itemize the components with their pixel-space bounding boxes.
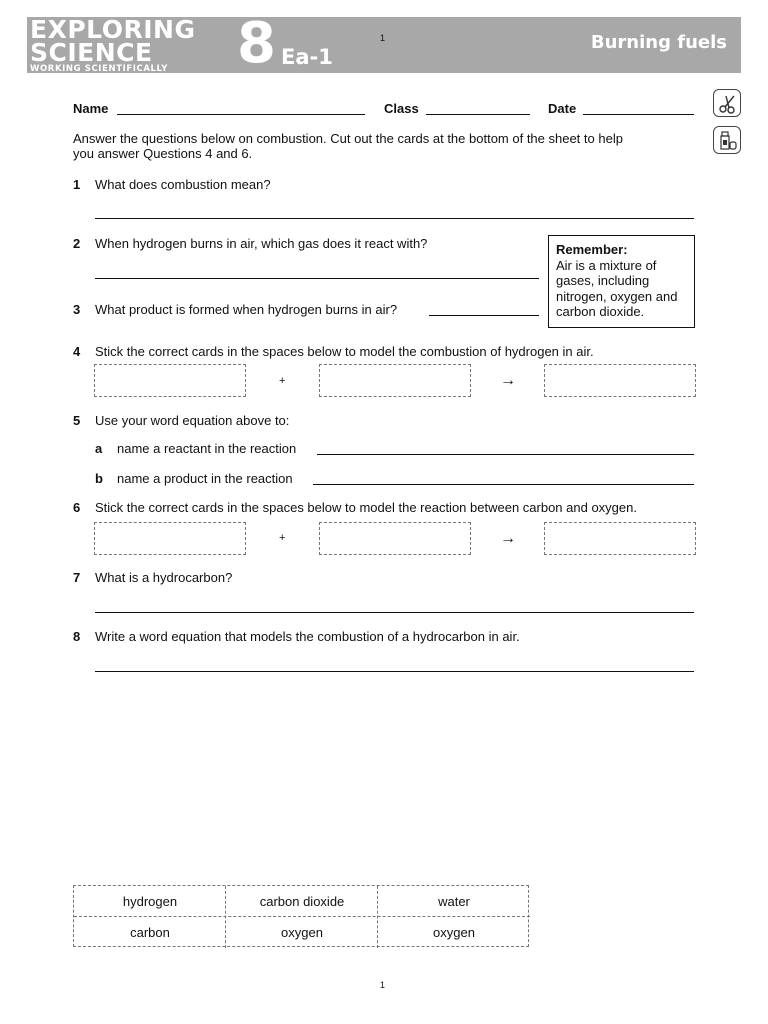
question-text: Write a word equation that models the combustion of a hydrocarbon in air. — [95, 629, 520, 644]
card-hydrogen[interactable]: hydrogen — [122, 894, 178, 909]
card-carbon-dioxide[interactable]: carbon dioxide — [259, 894, 345, 909]
question-text: What is a hydrocarbon? — [95, 570, 233, 585]
question-number: 1 — [73, 177, 81, 192]
answer-line[interactable] — [317, 454, 694, 455]
question-number: 8 — [73, 629, 81, 644]
card-drop-slot[interactable] — [319, 522, 471, 555]
question-text: Stick the correct cards in the spaces below to model the combustion of hydrogen in air. — [95, 344, 594, 359]
question-text: What does combustion mean? — [95, 177, 271, 192]
card-oxygen[interactable]: oxygen — [281, 925, 323, 940]
card-drop-slot[interactable] — [544, 364, 696, 397]
card-carbon[interactable]: carbon — [130, 925, 170, 940]
scissors-icon — [713, 89, 741, 117]
glue-stick-icon — [713, 126, 741, 154]
remember-box — [548, 235, 695, 328]
header-band — [27, 11, 741, 76]
card-drop-slot[interactable] — [94, 522, 246, 555]
question-number: 3 — [73, 302, 81, 317]
answer-line[interactable] — [313, 484, 694, 485]
exploring-science-logo — [30, 15, 220, 74]
plus-sign: + — [279, 532, 286, 544]
question-text: When hydrogen burns in air, which gas does it react with? — [95, 236, 428, 251]
card-drop-slot[interactable] — [319, 364, 471, 397]
page-number: 1 — [380, 980, 386, 990]
question-number: 5 — [73, 413, 81, 428]
brand-line-3: WORKING SCIENTIFICALLY — [30, 64, 168, 74]
question-number: 7 — [73, 570, 81, 585]
question-text: What product is formed when hydrogen burns in air? — [95, 302, 398, 317]
subpart-text: name a reactant in the reaction — [117, 441, 297, 456]
question-number: 6 — [73, 500, 81, 515]
subpart-letter: b — [95, 471, 103, 486]
answer-line[interactable] — [429, 315, 539, 316]
question-number: 2 — [73, 236, 81, 251]
brand-line-1: EXPLORING — [30, 15, 196, 44]
remember-line: nitrogen, oxygen and — [556, 288, 678, 304]
subpart-text: name a product in the reaction — [117, 471, 293, 486]
unit-code: Ea-1 — [281, 45, 333, 69]
card-oxygen[interactable]: oxygen — [433, 925, 475, 940]
remember-title: Remember: — [556, 242, 628, 257]
class-label: Class — [384, 101, 419, 116]
answer-line[interactable] — [95, 671, 694, 672]
answer-line[interactable] — [95, 278, 539, 279]
worksheet-topic: Burning fuels — [590, 32, 727, 53]
question-number: 4 — [73, 344, 81, 359]
name-label: Name — [73, 101, 109, 116]
subpart-letter: a — [95, 441, 103, 456]
date-answer-line[interactable] — [583, 114, 694, 115]
answer-line[interactable] — [95, 612, 694, 613]
intro-line-1: Answer the questions below on combustion. Cut out the cards at the bottom of the sheet to help — [73, 131, 623, 146]
reaction-arrow: → — [500, 530, 516, 547]
question-text: Stick the correct cards in the spaces below to model the reaction between carbon and oxygen. — [95, 500, 637, 515]
remember-line: gases, including — [556, 273, 650, 288]
plus-sign: + — [279, 375, 286, 387]
remember-line: carbon dioxide. — [556, 304, 645, 319]
answer-line[interactable] — [95, 218, 694, 219]
brand-line-2: SCIENCE — [30, 38, 153, 67]
remember-line: Air is a mixture of — [556, 257, 657, 273]
question-text: Use your word equation above to: — [95, 413, 290, 428]
cut-out-cards — [73, 885, 529, 947]
date-label: Date — [548, 101, 577, 116]
intro-line-2: you answer Questions 4 and 6. — [73, 146, 253, 161]
header-page-marker: 1 — [380, 33, 386, 43]
name-answer-line[interactable] — [117, 114, 365, 115]
card-drop-slot[interactable] — [94, 364, 246, 397]
card-water[interactable]: water — [438, 894, 470, 909]
reaction-arrow: → — [500, 372, 516, 389]
year-number: 8 — [237, 11, 276, 76]
class-answer-line[interactable] — [426, 114, 530, 115]
card-drop-slot[interactable] — [544, 522, 696, 555]
